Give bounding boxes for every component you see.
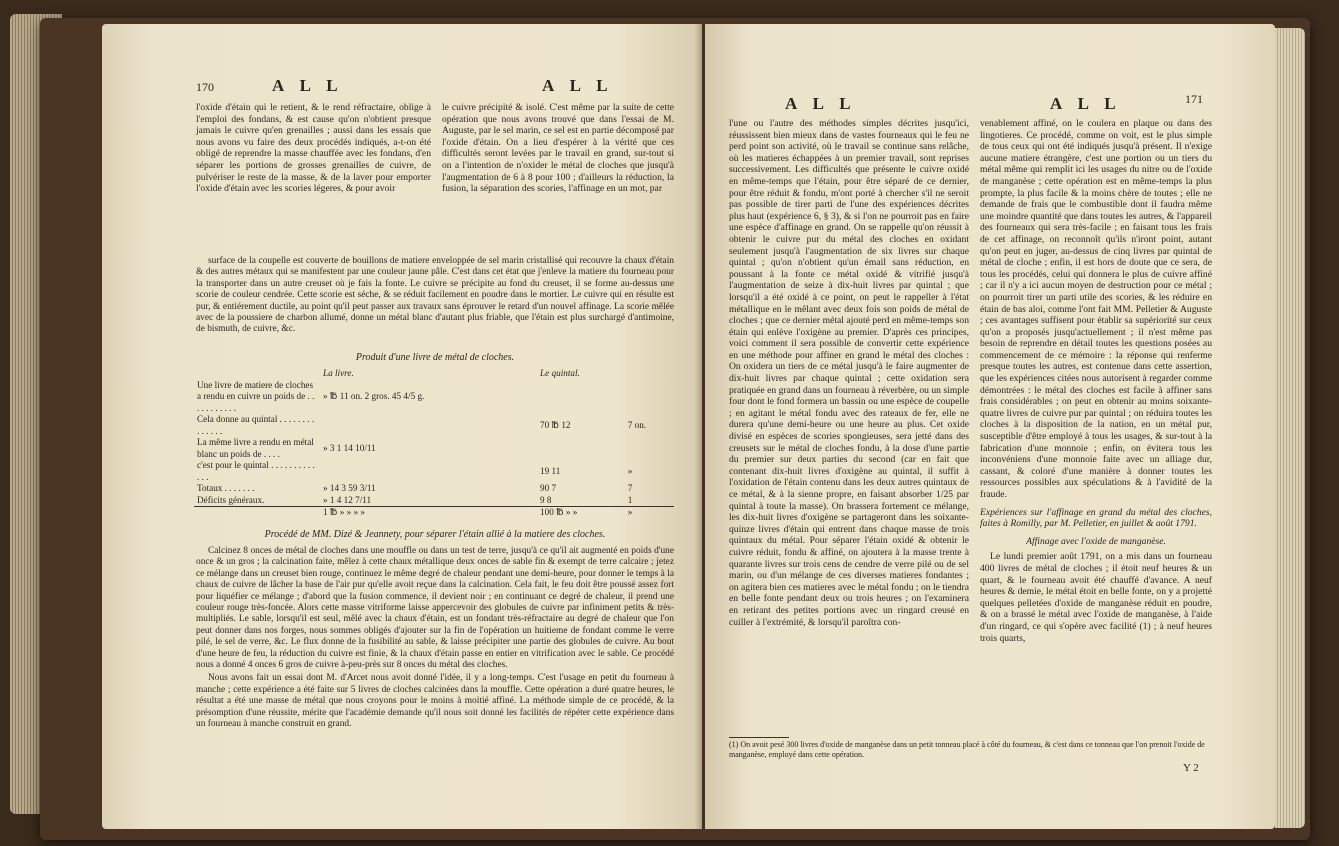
table-row: La même livre a rendu en métal blanc un poids de . . . . » 3 1 14 10/11 [197,437,376,459]
table-row: c'est pour le quintal . . . . . . . . . . . . . 19 11 » [197,460,633,482]
text-column-1 [196,102,431,195]
page-number: 171 [1185,92,1203,106]
product-table [194,368,674,519]
paragraph-calcinez [196,546,674,733]
left-page [102,24,702,829]
col-head-livre: La livre. [323,368,354,378]
table-row: Déficits généraux. » 1 4 12 7/11 9 8 1 [197,494,633,505]
table-totals-row: 1 ℔ » » » » 100 ℔ » » » [194,507,674,519]
text-column-1 [729,118,969,628]
paragraph: Calcinez 8 onces de métal de cloches dans une mouffle ou dans un test de terre, jusqu'à ce qu'il ait augmenté en poids d'une once & un gros ; la calcination faite, mêlez à cette chaux métallique deux onces de sable fin & exempt de terre calcaire ; jetez ce mélange dans un creuset bien rouge, continuez le même degré de chaleur pendant une demi-heure, pour donner le temps à la chaux de cuivre de lâcher la base de l'air pur qu'elle avoit reçue dans la calcination. Cela fait, le feu doit être poussé assez fort pour liquéfier ce mélange ; d'abord que la fusion commence, il devient noir ; en continuant ce degré de chaleur, il prend une couleur rouge très-foncée. Alors cette masse vitriforme laisse appercevoir des globules de cuivre par infiniment petits & très-multipliés. Le sable, lorsqu'il est seul, mêlé avec la chaux d'étain, est un fondant très-réfractaire au degré de chaleur que l'on peut donner dans nos forges, nous sommes obligés d'ajouter sur la fin de l'opération un huitieme de fondant comme le verre pilé, le sel de verre, &c. Le flux donne de la fusibilité au sable, & laisse précipiter une partie des globules de cuivre. Au bout d'une heure de feu, la réduction du cuivre est finie, & la chaux d'étain passe en entier en vitrification avec le sable. Ce procédé nous a donné 4 onces 6 gros de cuivre à-peu-près sur 8 onces du métal des cloches. [196,546,674,671]
paragraph: l'une ou l'autre des méthodes simples décrites jusqu'ici, réussissent bien mieux dans de vastes fourneaux qui le feu ne perd point son activité, où le travail se continue sans relâche, où les matieres échappées à un premier travail, sont reprises successivement. Les difficultés que présente le cuivre oxidé en même-temps que l'étain, pour être séparé de ce dernier, pour être réduit & fondu, m'ont porté à chercher s'il ne seroit pas possible de tirer parti de l'une des expériences décrites plus haut (expérience 6, § 3), & si l'on ne pourroit pas en faire une espèce d'affinage en grand. On se rappelle qu'on réussit à obtenir le cuivre pur du métal des cloches en oxidant seulement jusqu'à l'augmentation de six livres sur chaque quintal ; qu'on n'obtient qu'un émail sans réduction, en poussant à la fonte ce métal oxidé & vitrifié jusqu'à l'augmentation de seize à dix-huit livres par quintal ; que lorsqu'il a été oxidé à ce point, on peut le rappeller à l'état métallique en le mêlant avec deux fois son poids de métal de cloches ; que ce dernier métal ajouté perd en même-temps son étain qui enlève l'oxigène au premier. D'après ces principes, voici comment il sera possible de convertir cette expérience en une méthode pour affiner en grand le métal des cloches : On oxidera un tiers de ce métal jusqu'à le faire augmenter de dix-huit livres par chaque quintal ; cette oxidation sera pratiquée en grand dans un fourneau à réverbère, ou un simple four dont le fond formera un bassin ou une espèce de coupelle ; en agitant le métal fondu avec des rateaux de fer, elle ne durera qu'une demi-heure ou une heure au plus. Cet oxide divisé en espèces de scories spongieuses, sera jetté dans des creusets sur le métal de cloches fondu, à la dose d'une partie du premier sur deux parties du second (car en fait que contenant dix-huit livres d'oxigène au quintal, il suffit à l'oxidation de l'étain contenu dans les deux autres quintaux de ce métal, & à la sienne propre, en faisant absorber 1/25 par quintal à toute la masse). On brassera fortement ce mélange, les dix-huit livres d'oxigène se partageront dans les soixante-quinze livres d'étain qui entrent dans chaque masse de trois quintaux du métal. Pour séparer l'étain oxidé & obtenir le cuivre réduit, fondu & affiné, on ajoutera à la masse trente à quarante livres sur trois cens de cendre de verre pilé ou de sel marin, ou d'un mélange de ces diverses matieres fondantes ; on agitera bien ces matieres avec le métal fondu ; on le tiendra en belle fonte pendant deux ou trois heures ; on l'examinera en retirant des petites portions avec un ringard creusé en cuiller à l'extrémité, & lorsqu'il paroîtra con- [729,118,969,628]
procede-title: Procédé de MM. Dizé & Jeannety, pour séparer l'étain allié à la matiere des cloches. [264,529,606,540]
paragraph: Nous avons fait un essai dont M. d'Arcet nous avoit donné l'idée, il y a long-temps. C'est l'usage en petit du fourneau à manche ; cette expérience a été faite sur 5 livres de cloches calcinées dans la mouffle. Cette opération a duré quatre heures, le résultat a été une masse de métal que nous croyons pour le moins à moitié affiné. La méthode simple de ce procédé, & la présomption d'une réussite, mérite que l'académie demande qu'il nous soit donné les facilités de répéter cette expérience dans un fourneau à manche construit en grand. [196,673,674,730]
text-column-2 [442,102,674,195]
paragraph: venablement affiné, on le coulera en plaque ou dans des lingotieres. Ce procédé, comme on voit, est le plus simple de tous ceux qui ont été indiqués jusqu'à présent. Il n'exige aucune matiere étrangère, c'est une portion ou un tiers du métal même qui remplit ici les usages du nitre ou de l'oxide de manganèse ; cette opération est en même-temps la plus prompte, la plus facile & la moins chère de toutes ; elle ne demande de frais que le combustible dont il faudra même une moindre quantité que dans toutes les autres, & l'appareil des fourneaux qui sera très-facile ; en faisant tous les frais de cet affinage, on reconnoît qu'ils n'iront point, autant qu'on peut en juger, au-dessus de cinq livres par quintal de métal de cloche ; enfin, il est hors de doute que ce sera, de tous les procédés, celui qui donnera le plus de cuivre affiné ; car il n'y a ici aucun moyen de destruction pour ce métal ; on pourroit tirer un parti utile des scories, & les réduire en étain de bas aloi, comme l'ont fait MM. Pelletier & Auguste ; ces avantages suffisent pour établir sa supériorité sur ceux qu'on a proposés jusqu'actuellement ; il n'est même pas besoin de reprendre en détail toutes les questions posées au commencement de ce mémoire : la réponse qui renferme presque toutes les autres, est contenue dans cette assertion, que les expériences citées nous autorisent à regarder comme démontrées : le métal des cloches est facile à affiner sans frais considérables ; on peut en obtenir au moins soixante-quatre livres de cuivre pur par quintal ; on réduira toutes les cloches à la disposition de la nation, en un métal pur, susceptible d'être employé à tous les usages, & sur-tout à la fabrication d'une monnoie ; enfin, on évitera tous les inconvéniens d'une monnoie faite avec un alliage dur, cassant, & coloré d'une manière à donner toutes les ressources possibles aux spéculations & à l'avidité de la fraude. [980,118,1212,500]
affinage-title: Affinage avec l'oxide de manganèse. [1026,535,1166,547]
running-header-left: A L L [785,94,857,113]
signature-mark: Y 2 [1183,762,1199,774]
footnote: (1) On avoit pesé 300 livres d'oxide de manganèse dans un petit tonneau placé à côté du fourneau, & c'est dans ce tonneau que l'on prenoit l'oxide de manganèse, employé dans cette opération. [729,740,1205,759]
table-row: Totaux . . . . . . . » 14 3 59 3/11 90 7 7 [197,483,633,493]
paragraph: Le lundi premier août 1791, on a mis dans un fourneau 400 livres de métal de cloches ; il étoit neuf heures & un quart, & le fourneau avoit été chauffé d'avance. A neuf heures & demie, le métal étoit en belle fonte, on y a projetté quelques pelletées d'oxide de manganèse réduit en poudre, & on a brassé le métal avec l'oxide de manganèse, à l'aide d'un ringard, ce qui s'opère avec facilité (1) ; à neuf heures trois quarts, [980,551,1212,644]
book [40,18,1310,840]
right-page [705,24,1275,829]
running-header-right: A L L [542,76,614,95]
experiences-title: Expériences sur l'affinage en grand du métal des cloches, faites à Romilly, par M. Pelletier, en juillet & août 1791. [980,506,1212,530]
table-row: Cela donne au quintal . . . . . . . . . . . . . . 70 ℔ 12 7 on. [197,414,647,436]
text-column-2 [980,118,1212,644]
product-title: Produit d'une livre de métal de cloches. [355,352,515,363]
book-right-edge [1275,28,1305,828]
running-header-left: A L L [272,76,344,95]
paragraph: l'oxide d'étain qui le retient, & le rend réfractaire, oblige à l'emploi des fondans, & est cause qu'on n'obtient presque jamais le cuivre qu'en grenailles ; aussi dans les essais que nous avons vu faire des deux procédés indiqués, a-t-on été obligé de reprendre la masse chauffée avec les fondans, d'en séparer les portions de grosses grenailles de cuivre, de pulvériser le reste de la masse, & de la laver pour emporter l'oxide d'étain avec les scories légeres, & pour avoir [196,102,431,195]
table-row: Une livre de matiere de cloches a rendu en cuivre un poids de . . . . . . . . . . . » ℔ 11 on. 2 gros. 45 4/5 g. [197,379,425,413]
paragraph: surface de la coupelle est couverte de bouillons de matiere enveloppée de sel marin cristallisé qui recouvre la chaux d'étain & des autres métaux qui se manifestent par une couleur jaune pâle. C'est dans cet état que j'enleve la matiere du fourneau pour la transporter dans un autre creuset où je fais la fonte. Le cuivre se précipite au fond du creuset, il se forme au-dessus une scorie de couleur cendrée. Cette scorie est séche, & se réduit facilement en poudre dans le mortier. Le cuivre qui en résulte est pur, & entiérement ductile, au point qu'il peut passer aux travaux sans éprouver le retard d'un nouvel affinage. La scorie mêlée avec de la poussiere de charbon allumé, donne un métal blanc d'autant plus friable, que l'étain est plus surchargé d'antimoine, de bismuth, de cuivre, &c. [196,256,674,335]
footnote-rule [729,737,789,738]
page-number: 170 [196,80,214,94]
paragraph-surface [196,256,674,338]
running-header-right: A L L [1050,94,1122,113]
col-head-quintal: Le quintal. [540,368,580,378]
paragraph: le cuivre précipité & isolé. C'est même par la suite de cette opération que nous avons trouvé que dans l'essai de M. Auguste, par le sel marin, ce sel est en partie décomposé par l'oxide d'étain. On a lieu d'espérer à la vérité que ces difficultés seront levées par le travail en grand, sur-tout si on a l'intention de n'oxider le métal de cloches que jusqu'à l'augmentation de 6 à 8 pour 100 ; d'ailleurs la réduction, la fusion, la séparation des scories, l'affinage en un mot, par [442,102,674,195]
